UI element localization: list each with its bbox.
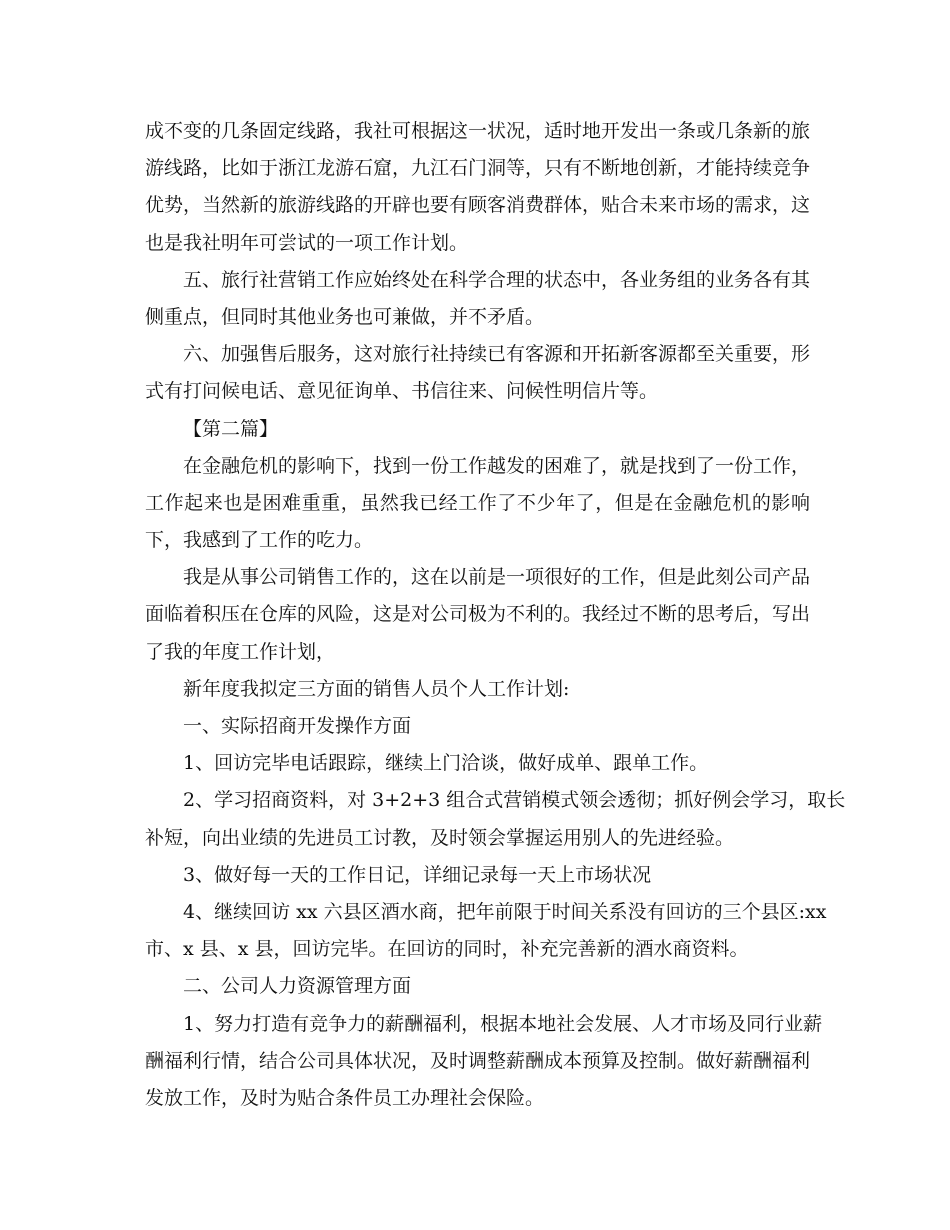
text-line: 优势，当然新的旅游线路的开辟也要有顾客消费群体，贴合未来市场的需求，这 xyxy=(145,194,811,217)
text-line: 工作起来也是困难重重，虽然我已经工作了不少年了，但是在金融危机的影响 xyxy=(145,491,810,514)
text-line: 发放工作，及时为贴合条件员工办理社会保险。 xyxy=(145,1086,545,1109)
text-line: 1、努力打造有竞争力的薪酬福利，根据本地社会发展、人才市场及同行业薪 xyxy=(183,1012,823,1035)
text-line: 了我的年度工作计划， xyxy=(145,640,336,663)
text-line: 成不变的几条固定线路，我社可根据这一状况，适时地开发出一条或几条新的旅 xyxy=(145,120,811,142)
text-line: 二、公司人力资源管理方面 xyxy=(183,975,412,998)
document-body xyxy=(145,113,846,1117)
text-line: 补短，向出业绩的先进员工讨教，及时领会掌握运用别人的先进经验。 xyxy=(145,826,735,849)
text-line: 3、做好每一天的工作日记，详细记录每一天上市场状况 xyxy=(183,863,652,886)
text-line: 五、旅行社营销工作应始终处在科学合理的状态中，各业务组的业务各有其 xyxy=(183,268,811,291)
text-line: 面临着积压在仓库的风险，这是对公司极为不利的。我经过不断的思考后，写出 xyxy=(145,603,811,626)
text-line: 下，我感到了工作的吃力。 xyxy=(145,529,374,552)
text-line: 侧重点，但同时其他业务也可兼做，并不矛盾。 xyxy=(145,305,545,328)
text-line: 在金融危机的影响下，找到一份工作越发的困难了，就是找到了一份工作， xyxy=(183,454,811,477)
text-line: 也是我社明年可尝试的一项工作计划。 xyxy=(145,231,469,254)
text-line: 市、x 县、x 县，回访完毕。在回访的同时，补充完善新的酒水商资料。 xyxy=(145,938,749,961)
text-line: 2、学习招商资料，对 3+2+3 组合式营销模式领会透彻；抓好例会学习，取长 xyxy=(183,789,846,812)
text-line: 游线路，比如于浙江龙游石窟，九江石门洞等，只有不断地创新，才能持续竞争 xyxy=(145,157,811,180)
text-line: 式有打问候电话、意见征询单、书信往来、问候性明信片等。 xyxy=(145,380,659,403)
text-line: 一、实际招商开发操作方面 xyxy=(183,715,412,737)
text-line: 4、继续回访 xx 六县区酒水商，把年前限于时间关系没有回访的三个县区:xx xyxy=(183,900,827,923)
text-line: 我是从事公司销售工作的，这在以前是一项很好的工作，但是此刻公司产品 xyxy=(183,566,811,589)
text-line: 【第二篇】 xyxy=(183,417,279,440)
text-line: 新年度我拟定三方面的销售人员个人工作计划: xyxy=(183,677,570,700)
text-line: 酬福利行情，结合公司具体状况，及时调整薪酬成本预算及控制。做好薪酬福利 xyxy=(145,1049,811,1072)
text-line: 1、回访完毕电话跟踪，继续上门洽谈，做好成单、跟单工作。 xyxy=(183,752,709,775)
text-line: 六、加强售后服务，这对旅行社持续已有客源和开拓新客源都至关重要，形 xyxy=(183,343,811,366)
